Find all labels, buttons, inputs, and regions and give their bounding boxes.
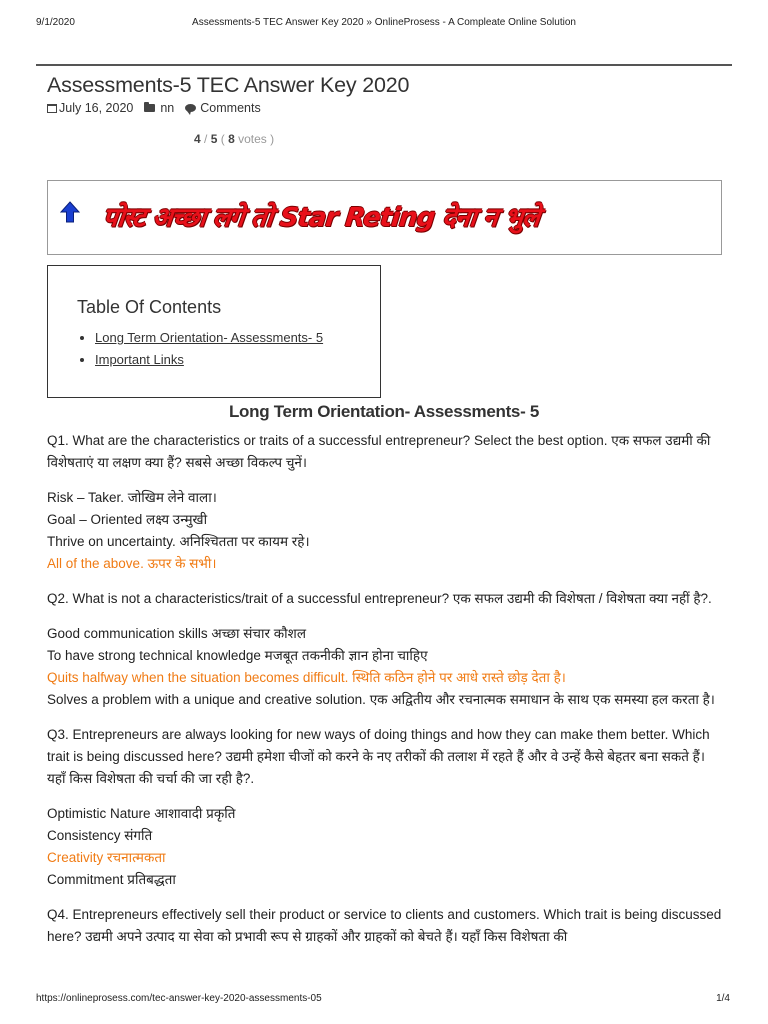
question-text: Q3. Entrepreneurs are always looking for new ways of doing things and how they can make them better. Which trait is being discussed here? उद्यमी हमेशा चीजों को करने के नए तरीकों की तलाश में रहते हैं और वे उन्हें कैसे बेहतर बना सकते हैं। यहाँ किस विशेषता की चर्चा की जा रही है?. xyxy=(47,727,710,786)
toc-link-important-links[interactable]: Important Links xyxy=(95,352,184,367)
folder-icon xyxy=(144,104,155,112)
option: Optimistic Nature आशावादी प्रकृति xyxy=(47,806,236,821)
correct-answer: Quits halfway when the situation becomes difficult. स्थिति कठिन होने पर आधे रास्ते छोड़ देता है। xyxy=(47,670,566,685)
print-date: 9/1/2020 xyxy=(36,17,75,28)
option: Goal – Oriented लक्ष्य उन्मुखी xyxy=(47,512,208,527)
toc-list xyxy=(77,327,323,371)
question-text: Q2. What is not a characteristics/trait of a successful entrepreneur? एक सफल उद्यमी की विशेषता / विशेषता क्या नहीं है?. xyxy=(47,591,712,606)
up-arrow-icon[interactable] xyxy=(60,201,80,223)
calendar-icon xyxy=(47,104,57,113)
comment-icon xyxy=(185,104,196,112)
options-list xyxy=(47,487,727,575)
post-rating: 4 / 5 ( 8 votes ) xyxy=(194,132,275,146)
rating-max: 5 xyxy=(210,132,218,146)
questions-content xyxy=(47,430,727,961)
toc-item xyxy=(95,349,323,371)
correct-answer: Creativity रचनात्मकता xyxy=(47,850,166,865)
print-page-title: Assessments-5 TEC Answer Key 2020 » OnlineProsess - A Compleate Online Solution xyxy=(192,17,576,28)
options-list xyxy=(47,623,727,711)
toc-link-long-term-orientation[interactable]: Long Term Orientation- Assessments- 5 xyxy=(95,330,324,345)
comments-link[interactable]: Comments xyxy=(200,101,261,115)
toc-item xyxy=(95,327,323,349)
rating-votes-label: votes xyxy=(238,132,267,146)
correct-answer: All of the above. ऊपर के सभी। xyxy=(47,556,217,571)
rating-votes: 8 xyxy=(228,132,235,146)
section-heading: Long Term Orientation- Assessments- 5 xyxy=(228,402,540,421)
divider xyxy=(36,64,732,66)
question-text: Q4. Entrepreneurs effectively sell their product or service to clients and customers. Which trait is being discussed here? उद्यमी अपने उत्पाद या सेवा को प्रभावी रूप से ग्राहकों और ग्राहकों को बेचते हैं। यहाँ किस विशेषता की xyxy=(47,907,722,944)
print-page-number: 1/4 xyxy=(716,993,730,1004)
print-url: https://onlineprosess.com/tec-answer-key-2020-assessments-05 xyxy=(36,993,322,1004)
print-header xyxy=(0,17,768,31)
table-of-contents xyxy=(47,265,381,398)
rating-banner xyxy=(47,180,722,255)
rating-score: 4 xyxy=(194,132,201,146)
option: To have strong technical knowledge मजबूत तकनीकी ज्ञान होना चाहिए xyxy=(47,648,428,663)
options-list xyxy=(47,803,727,891)
option: Commitment प्रतिबद्धता xyxy=(47,872,176,887)
post-meta xyxy=(47,101,261,115)
toc-title: Table Of Contents xyxy=(77,297,222,317)
post-date[interactable]: July 16, 2020 xyxy=(59,101,134,115)
post-title: Assessments-5 TEC Answer Key 2020 xyxy=(47,73,410,97)
question-text: Q1. What are the characteristics or traits of a successful entrepreneur? Select the best option. एक सफल उद्यमी की विशेषताएं या लक्षण क्या हैं? सबसे अच्छा विकल्प चुनें। xyxy=(47,433,711,470)
option: Risk – Taker. जोखिम लेने वाला। xyxy=(47,490,217,505)
option: Good communication skills अच्छा संचार कौशल xyxy=(47,626,306,641)
post-author[interactable]: nn xyxy=(160,101,175,115)
option: Thrive on uncertainty. अनिश्चितता पर कायम रहे। xyxy=(47,534,310,549)
option: Solves a problem with a unique and creative solution. एक अद्वितीय और रचनात्मक समाधान के साथ एक समस्या हल करता है। xyxy=(47,692,715,707)
banner-text: पोस्ट अच्छा लगे तो Star Reting देना न भुले xyxy=(101,203,541,233)
option: Consistency संगति xyxy=(47,828,153,843)
